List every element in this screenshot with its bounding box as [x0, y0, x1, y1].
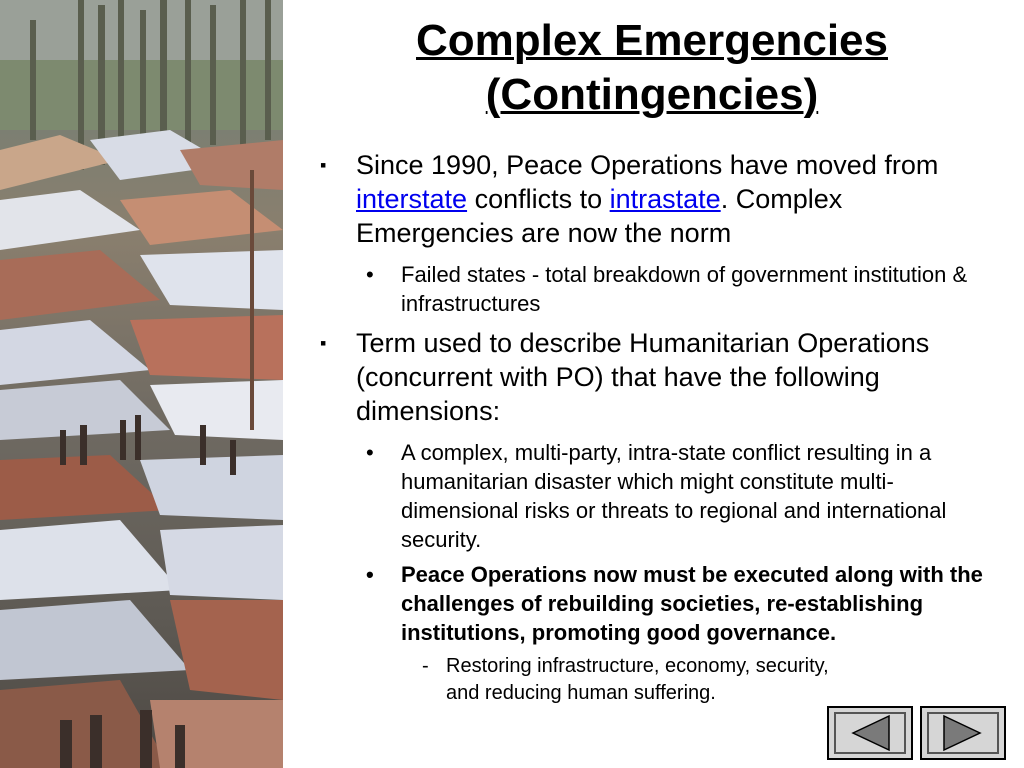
bullet-text-a: Since 1990, Peace Operations have moved from	[356, 150, 939, 180]
slide-content	[316, 148, 996, 707]
bullet-peace-operations	[316, 148, 996, 250]
sub-bullet-peace-operations	[316, 560, 996, 647]
square-bullet-icon: ▪	[320, 155, 327, 175]
bullet-text-b: conflicts to	[467, 184, 610, 214]
next-slide-button[interactable]	[920, 706, 1006, 760]
square-bullet-icon: ▪	[320, 333, 327, 353]
slide-title	[320, 14, 984, 122]
dot-bullet-icon: •	[366, 440, 374, 465]
sub-bullet-text: A complex, multi-party, intra-state conflict resulting in a humanitarian disaster which might constitute multi-dimensional risks or threats to regional and international security.	[401, 440, 947, 552]
interstate-link[interactable]: interstate	[356, 184, 468, 214]
dash-bullet-icon: -	[422, 655, 429, 677]
bullet-text: Term used to describe Humanitarian Operations (concurrent with PO) that have the following dimensions:	[356, 328, 930, 426]
sub-bullet-failed-states	[316, 260, 996, 318]
refugee-camp-photo	[0, 0, 283, 768]
previous-slide-button[interactable]	[827, 706, 913, 760]
intrastate-link[interactable]: intrastate	[609, 184, 721, 214]
sub-sub-bullet-text: Restoring infrastructure, economy, security, and reducing human suffering.	[446, 655, 829, 704]
sub-bullet-text: Peace Operations now must be executed along with the challenges of rebuilding societies, re-establishing institutions, promoting good governance.	[401, 562, 983, 645]
left-triangle-icon	[829, 708, 911, 758]
dot-bullet-icon: •	[366, 262, 374, 287]
sub-bullet-text: Failed states - total breakdown of government institution & infrastructures	[401, 262, 968, 316]
dot-bullet-icon: •	[366, 562, 374, 587]
title-line-2: (Contingencies)	[485, 70, 819, 119]
sub-sub-bullet-restoring	[316, 653, 866, 707]
right-triangle-icon	[922, 708, 1004, 758]
bullet-text-c: . Complex Emergencies are now the norm	[356, 184, 843, 248]
sub-bullet-complex-conflict	[316, 438, 996, 554]
title-line-1: Complex Emergencies	[416, 16, 888, 65]
bullet-term-definition	[316, 326, 996, 428]
